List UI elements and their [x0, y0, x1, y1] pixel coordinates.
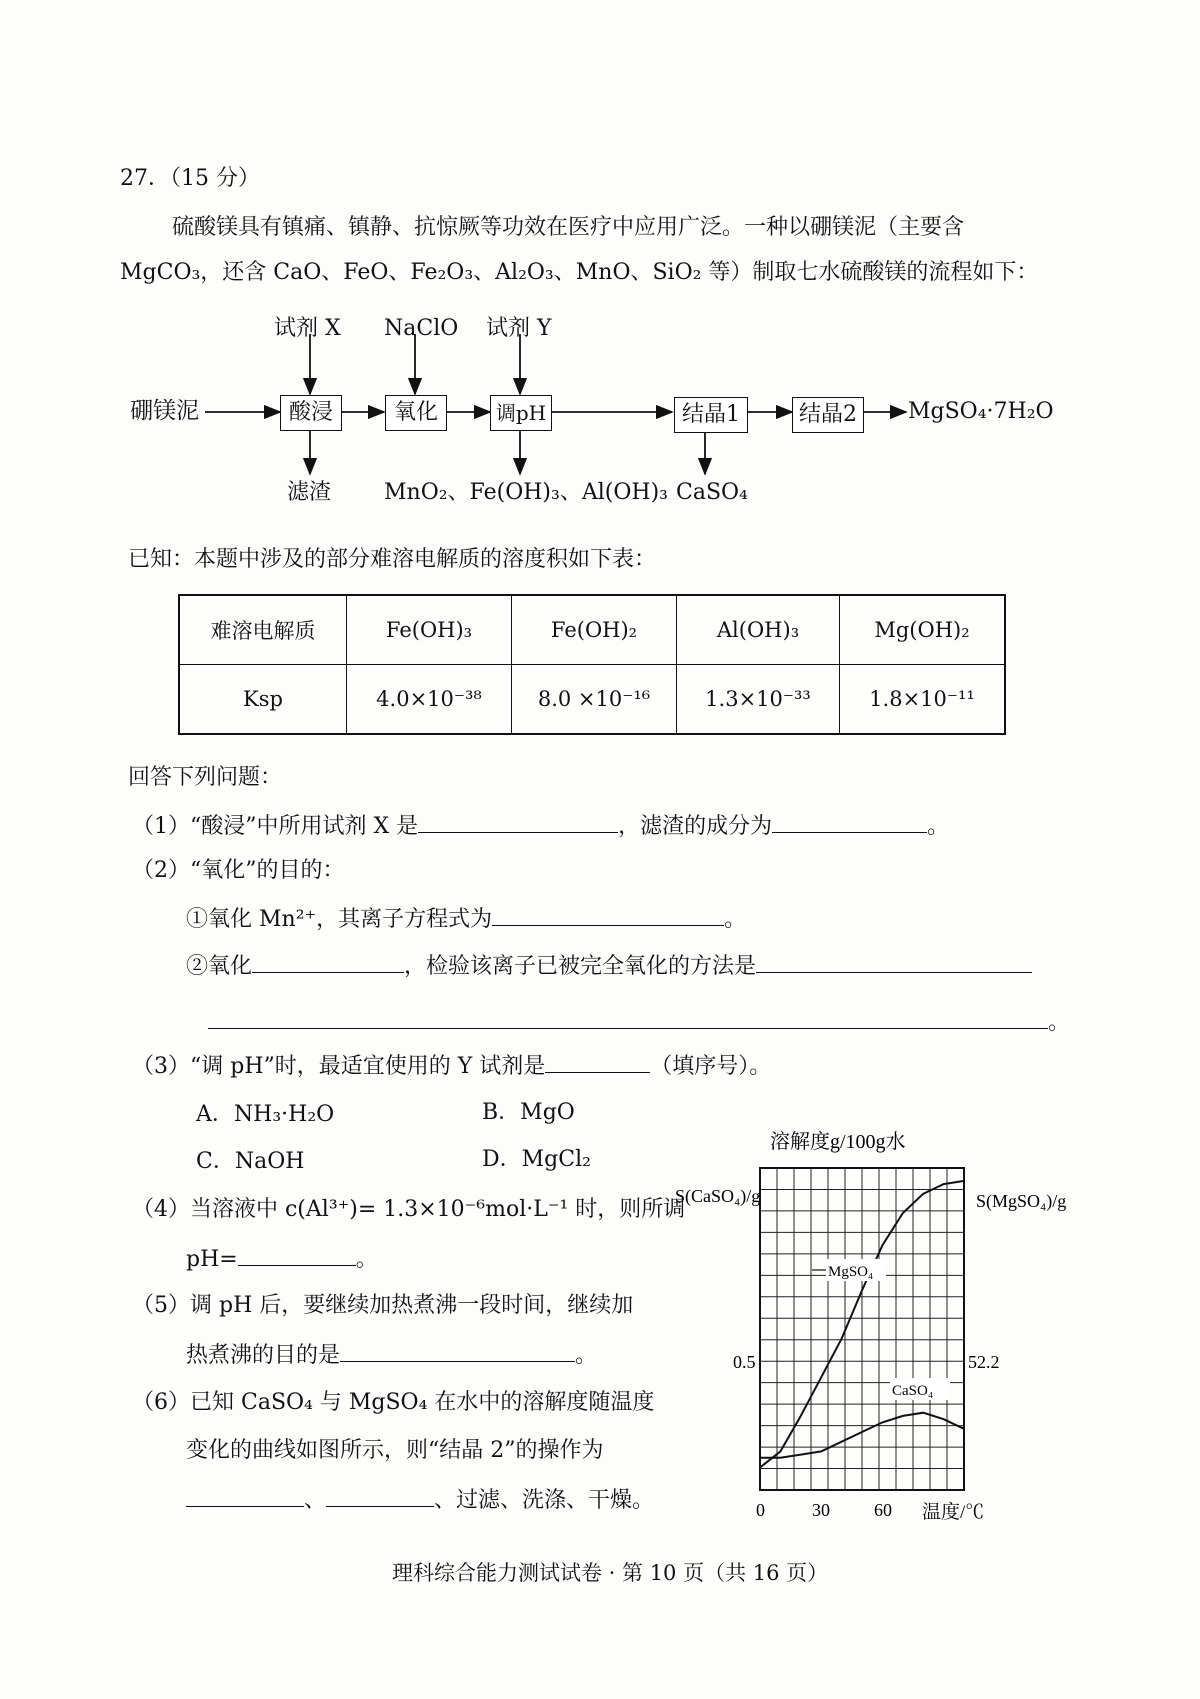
question-number: 27．（15 分） — [120, 166, 260, 191]
question-2: （2）“氧化”的目的： — [132, 858, 345, 883]
chart-title: 溶解度g/100g水 — [770, 1131, 906, 1153]
question-6-text-c: 、 — [304, 1488, 327, 1513]
question-1-text-a: （1）“酸浸”中所用试剂 X 是 — [132, 814, 419, 839]
question-1-text-b: ，滤渣的成分为 — [618, 814, 773, 839]
table-row-label: Ksp — [179, 665, 347, 735]
question-2-1-text-a: ①氧化 Mn²⁺，其离子方程式为 — [186, 907, 493, 932]
chart-x-tick: 30 — [812, 1500, 830, 1520]
chart-x-tick: 0 — [756, 1500, 765, 1520]
flow-step-acid-leach: 酸浸 — [280, 395, 342, 431]
series-label-mgso4: MgSO₄ — [828, 1264, 874, 1280]
question-2-1-text-b: 。 — [724, 907, 747, 932]
question-4-text-c: 。 — [355, 1247, 378, 1272]
option-a: A．NH₃·H₂O — [196, 1102, 335, 1127]
table-header: Mg(OH)₂ — [840, 595, 1006, 665]
question-5-line-1: （5）调 pH 后，要继续加热煮沸一段时间，继续加 — [132, 1293, 634, 1318]
chart-ylabel-left: S(CaSO₄)/g — [675, 1186, 761, 1206]
question-5-text-b: 热煮沸的目的是 — [186, 1343, 341, 1368]
page-footer: 理科综合能力测试试卷 · 第 10 页（共 16 页） — [392, 1561, 829, 1585]
question-4-text-b: pH= — [186, 1247, 238, 1272]
flow-start: 硼镁泥 — [130, 398, 199, 424]
question-4-line-1: （4）当溶液中 c(Al³⁺)= 1.3×10⁻⁶mol·L⁻¹ 时，则所调 — [132, 1197, 686, 1222]
question-3-text-b: （填序号）。 — [650, 1054, 772, 1079]
flow-output-residue: 滤渣 — [287, 480, 332, 505]
question-5-text-c: 。 — [575, 1343, 598, 1368]
question-2-2-text-a: ②氧化 — [186, 954, 253, 979]
chart-left-tick: 0.5 — [733, 1352, 756, 1372]
table-cell: 1.8×10⁻¹¹ — [840, 665, 1006, 735]
question-6-line-1: （6）已知 CaSO₄ 与 MgSO₄ 在水中的溶解度随温度 — [132, 1390, 655, 1415]
chart-xlabel: 温度/℃ — [922, 1502, 985, 1523]
option-c: C．NaOH — [196, 1149, 305, 1174]
table-header: Fe(OH)₃ — [347, 595, 512, 665]
flow-step-adjust-ph: 调pH — [490, 395, 552, 431]
flow-output-caso4: CaSO₄ — [676, 480, 748, 505]
flow-output-precipitates: MnO₂、Fe(OH)₃、Al(OH)₃ — [384, 480, 668, 505]
flow-step-crystallize-1: 结晶1 — [674, 397, 748, 433]
flow-step-crystallize-2: 结晶2 — [792, 397, 864, 433]
table-header: 难溶电解质 — [179, 595, 347, 665]
chart-right-tick: 52.2 — [968, 1352, 1000, 1372]
intro-line-2: MgCO₃，还含 CaO、FeO、Fe₂O₃、Al₂O₃、MnO、SiO₂ 等）制取七水硫酸镁的流程如下： — [120, 260, 1039, 285]
flow-input-x: 试剂 X — [274, 316, 341, 341]
series-label-caso4: CaSO₄ — [892, 1383, 934, 1399]
question-1-text-c: 。 — [927, 814, 950, 839]
intro-line-1: 硫酸镁具有镇痛、镇静、抗惊厥等功效在医疗中应用广泛。一种以硼镁泥（主要含 — [172, 215, 965, 240]
option-b: B．MgO — [482, 1100, 575, 1125]
table-cell: 4.0×10⁻³⁸ — [347, 665, 512, 735]
flow-input-naclo: NaClO — [384, 316, 459, 341]
known-intro: 已知：本题中涉及的部分难溶电解质的溶度积如下表： — [128, 547, 657, 572]
table-header: Fe(OH)₂ — [512, 595, 677, 665]
question-3-text-a: （3）“调 pH”时，最适宜使用的 Y 试剂是 — [132, 1054, 546, 1079]
questions-heading: 回答下列问题： — [128, 765, 283, 790]
table-cell: 8.0 ×10⁻¹⁶ — [512, 665, 677, 735]
question-6-text-d: 、过滤、洗涤、干燥。 — [434, 1488, 655, 1513]
chart-ylabel-right: S(MgSO₄)/g — [976, 1191, 1067, 1211]
question-2-2-text-b: ，检验该离子已被完全氧化的方法是 — [404, 954, 757, 979]
option-d: D．MgCl₂ — [482, 1147, 591, 1172]
question-2-2-text-c: 。 — [1048, 1010, 1071, 1035]
table-cell: 1.3×10⁻³³ — [677, 665, 840, 735]
flow-input-y: 试剂 Y — [486, 316, 552, 341]
flow-step-oxidize: 氧化 — [385, 395, 447, 431]
question-6-line-2: 变化的曲线如图所示，则“结晶 2”的操作为 — [186, 1438, 604, 1463]
chart-grid — [760, 1168, 964, 1490]
table-header: Al(OH)₃ — [677, 595, 840, 665]
flow-product: MgSO₄·7H₂O — [908, 399, 1054, 424]
chart-x-tick: 60 — [874, 1500, 892, 1520]
